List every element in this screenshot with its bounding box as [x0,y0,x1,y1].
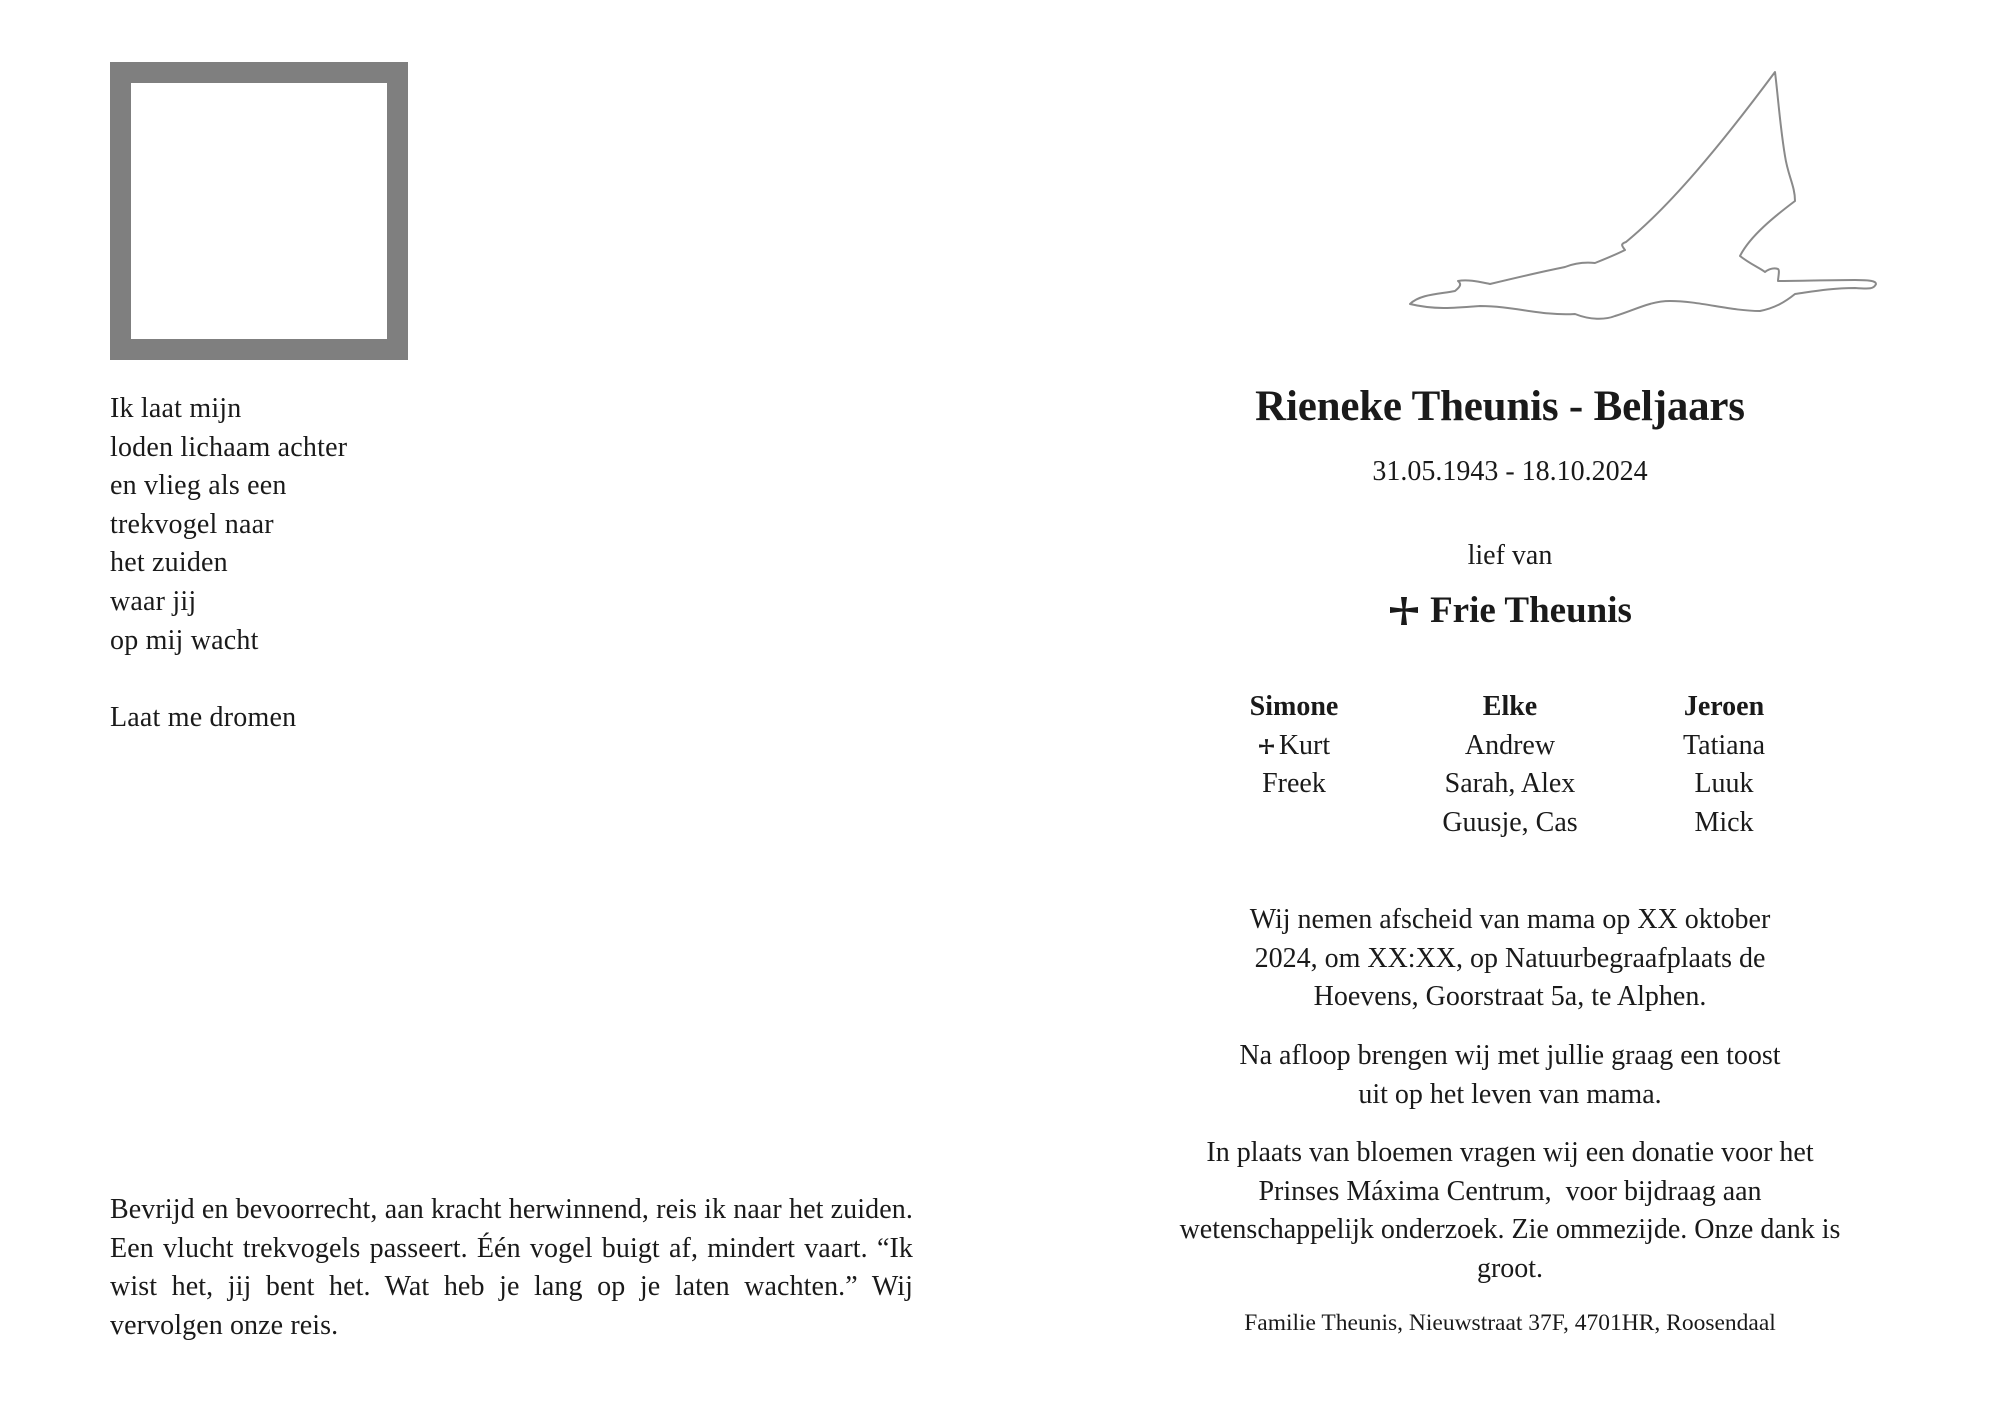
poem-line: Ik laat mijn [110,393,242,424]
family-column [1184,688,1404,804]
partner [1260,589,1760,632]
poem-line: trekvogel naar [110,508,274,540]
announcement-line: uit op het leven van mama. [1358,1078,1662,1110]
family-member: Andrew [1464,729,1556,761]
life-dates: 31.05.1943 - 18.10.2024 [1372,456,1648,487]
family-column [1614,688,1834,842]
announcement-line: groot. [1476,1252,1544,1284]
family-member: Guusje, Cas [1442,806,1578,838]
child-name: Simone [1249,691,1339,722]
announcement-line: Wij nemen afscheid van mama op XX oktober [1249,904,1771,935]
family-member: Tatiana [1683,729,1765,761]
poem-line: loden lichaam achter [110,431,348,463]
bird-outline-icon [1400,66,1930,328]
announcement-line: Na afloop brengen wij met jullie graag een toost [1239,1040,1781,1071]
family-address: Familie Theunis, Nieuwstraat 37F, 4701HR, Roosendaal [1244,1310,1776,1336]
announcement-line: In plaats van bloemen vragen wij een donatie voor het [1206,1137,1814,1168]
announcement-line: Hoevens, Goorstraat 5a, te Alphen. [1313,981,1707,1013]
prose-paragraph: Bevrijd en bevoorrecht, aan kracht herwinnend, reis ik naar het zuiden. Een vlucht trekvogels passeert. Één vogel buigt af, mindert vaart. “Ik wist het, jij bent het. Wat heb je lang op je laten wachten.” Wij vervolgen onze reis. [110,1194,913,1341]
announcement-line: wetenschappelijk onderzoek. Zie ommezijde. Onze dank is [1179,1214,1841,1246]
donation-announcement [1110,1134,1910,1288]
deceased-name: Rieneke Theunis - Beljaars [1255,383,1745,430]
announcement-line: 2024, om XX:XX, op Natuurbegraafplaats de [1254,942,1766,974]
poem-line: en vlieg als een [110,470,287,502]
family-member: Freek [1262,768,1326,800]
cross-icon [1388,595,1420,627]
family-member: Mick [1694,806,1754,838]
toast-announcement [1110,1037,1910,1114]
poem-line: waar jij [110,585,197,617]
poem-closing: Laat me dromen [110,701,297,733]
family-member-name: Kurt [1278,729,1331,761]
poem-line: op mij wacht [110,624,259,656]
family-member: Sarah, Alex [1444,768,1576,800]
family-member: Luuk [1694,768,1754,800]
photo-frame [110,62,408,360]
partner-name: Frie Theunis [1430,590,1632,631]
beloved-of-label: lief van [1467,540,1553,571]
funeral-announcement [1110,901,1910,1017]
poem [110,390,347,737]
poem-line: het zuiden [110,547,228,579]
child-name: Jeroen [1683,691,1765,722]
family-column [1400,688,1620,842]
child-name: Elke [1482,691,1538,722]
family-member [1184,727,1404,766]
announcement-line: Prinses Máxima Centrum, voor bijdraag aan [1258,1175,1762,1207]
cross-icon [1258,738,1275,755]
